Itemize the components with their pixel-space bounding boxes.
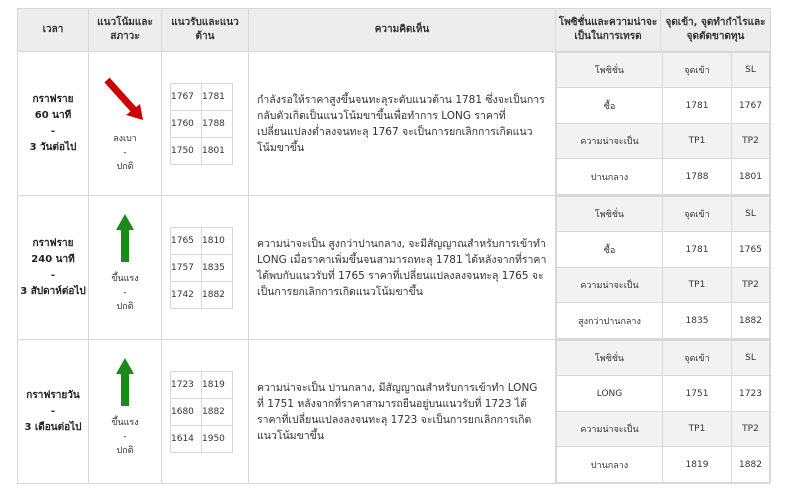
tp1-value: 1819 [663,447,732,483]
header-time: เวลา [18,9,89,52]
trade-setup-table [556,52,770,195]
resistance-level: 1882 [202,281,233,308]
support-level: 1680 [171,398,202,425]
header-levels: แนวรับและแนวต้าน [162,9,249,52]
levels-cell [162,196,249,340]
timeframe-cell [18,340,89,484]
tp2-value: 1801 [732,159,770,195]
probability-label: ความน่าจะเป็น [557,124,663,159]
trend-strength: ขึ้นแรง [111,418,139,428]
entry-label: จุดเข้า [663,341,732,376]
timeframe-horizon: 3 เดือนต่อไป [24,421,82,433]
sl-label: SL [732,341,770,376]
table-row [18,52,771,196]
timeframe-label: กราฟราย [32,93,74,105]
trend-cell [89,52,162,196]
arrow-up-icon [115,214,135,262]
arrow-up-icon [115,358,135,406]
entry-value: 1781 [663,232,732,268]
timeframe-cell [18,52,89,196]
tp2-value: 1882 [732,303,770,339]
support-level: 1760 [171,110,202,137]
entry-value: 1781 [663,88,732,124]
resistance-level: 1819 [202,371,233,398]
support-level: 1765 [171,227,202,254]
timeframe-dash: - [50,405,56,417]
resistance-level: 1801 [202,137,233,164]
trend-dash: - [123,148,127,158]
levels-cell [162,52,249,196]
resistance-level: 1950 [202,425,233,452]
position-label: โพซิชั่น [557,197,663,232]
trend-cell [89,196,162,340]
tp2-label: TP2 [732,268,770,303]
support-level: 1723 [171,371,202,398]
probability-label: ความน่าจะเป็น [557,412,663,447]
probability-value: สูงกว่าปานกลาง [557,303,663,339]
timeframe-dash: - [50,269,56,281]
header-targets: จุดเข้า, จุดทำกำไรและจุดตัดขาดทุน [661,9,771,52]
trend-strength: ลงเบา [113,134,137,144]
timeframe-label: กราฟราย [32,237,74,249]
position-label: โพซิชั่น [557,53,663,88]
sl-label: SL [732,53,770,88]
position-value: LONG [557,376,663,412]
header-trend: แนวโน้มและสภาวะ [89,9,162,52]
sl-value: 1723 [732,376,770,412]
trade-setup-cell [556,340,771,484]
table-header-row [18,9,771,52]
timeframe-horizon: 3 สัปดาห์ต่อไป [20,285,86,297]
trade-setup-cell [556,52,771,196]
trend-cell [89,340,162,484]
levels-cell [162,340,249,484]
timeframe-period: 240 นาที [31,253,75,265]
resistance-level: 1788 [202,110,233,137]
table-row [18,196,771,340]
timeframe-horizon: 3 วันต่อไป [29,141,77,153]
sl-value: 1765 [732,232,770,268]
header-position: โพซิชั่นและความน่าจะเป็นในการเทรด [556,9,661,52]
forecast-table [17,8,771,484]
comment-text: ความน่าจะเป็น ปานกลาง, มีสัญญาณสำหรับการเข้าทำ LONG ที่ 1751 หลังจากที่ราคาสามารถยืนอยู่บนแนวรับที่ 1723 ได้ ราคาที่เปลี่ยนแปลงลงจนทะลุ 1723 จะเป็นการยกเลิกการเกิดแนวโน้มขาขึ้น [249,340,556,484]
arrow-down-right-icon [100,72,150,126]
timeframe-period: 60 นาที [34,109,72,121]
resistance-level: 1835 [202,254,233,281]
timeframe-cell [18,196,89,340]
trade-setup-table [556,340,770,483]
tp2-label: TP2 [732,124,770,159]
entry-value: 1751 [663,376,732,412]
support-level: 1614 [171,425,202,452]
position-value: ซื้อ [557,232,663,268]
header-comment: ความคิดเห็น [249,9,556,52]
trend-dash: - [123,432,127,442]
tp1-label: TP1 [663,124,732,159]
support-level: 1767 [171,83,202,110]
probability-label: ความน่าจะเป็น [557,268,663,303]
entry-label: จุดเข้า [663,197,732,232]
trade-setup-table [556,196,770,339]
trend-condition: ปกติ [116,162,134,172]
probability-value: ปานกลาง [557,447,663,483]
trade-setup-cell [556,196,771,340]
support-level: 1750 [171,137,202,164]
comment-text: กำลังรอให้ราคาสูงขึ้นจนทะลุระดับแนวต้าน 1781 ซึ่งจะเป็นการกลับตัวเกิดเป็นแนวโน้มขาขึ้นเพื่อทำการ LONG ราคาที่เปลี่ยนแปลงต่ำลงจนทะลุ 1767 จะเป็นการยกเลิกการเกิดแนวโน้มขาขึ้น [249,52,556,196]
tp1-label: TP1 [663,412,732,447]
tp2-label: TP2 [732,412,770,447]
trend-condition: ปกติ [116,302,134,312]
comment-text: ความน่าจะเป็น สูงกว่าปานกลาง, จะมีสัญญาณสำหรับการเข้าทำ LONG เมื่อราคาเพิ่มขึ้นจนสามารถทะลุ 1781 ได้หลังจากที่ราคาได้พบกับแนวรับที่ 1765 ราคาที่เปลี่ยนแปลงลงจนทะลุ 1765 จะเป็นการยกเลิกการเกิดแนวโน้มขาขึ้น [249,196,556,340]
tp1-value: 1788 [663,159,732,195]
sl-value: 1767 [732,88,770,124]
resistance-level: 1810 [202,227,233,254]
sl-label: SL [732,197,770,232]
resistance-level: 1781 [202,83,233,110]
timeframe-label: กราฟรายวัน [26,389,80,401]
timeframe-dash: - [50,125,56,137]
support-level: 1757 [171,254,202,281]
tp1-value: 1835 [663,303,732,339]
trend-dash: - [123,288,127,298]
table-row [18,340,771,484]
tp2-value: 1882 [732,447,770,483]
position-value: ซื้อ [557,88,663,124]
trend-strength: ขึ้นแรง [111,274,139,284]
resistance-level: 1882 [202,398,233,425]
tp1-label: TP1 [663,268,732,303]
position-label: โพซิชั่น [557,341,663,376]
entry-label: จุดเข้า [663,53,732,88]
trend-condition: ปกติ [116,446,134,456]
support-level: 1742 [171,281,202,308]
probability-value: ปานกลาง [557,159,663,195]
